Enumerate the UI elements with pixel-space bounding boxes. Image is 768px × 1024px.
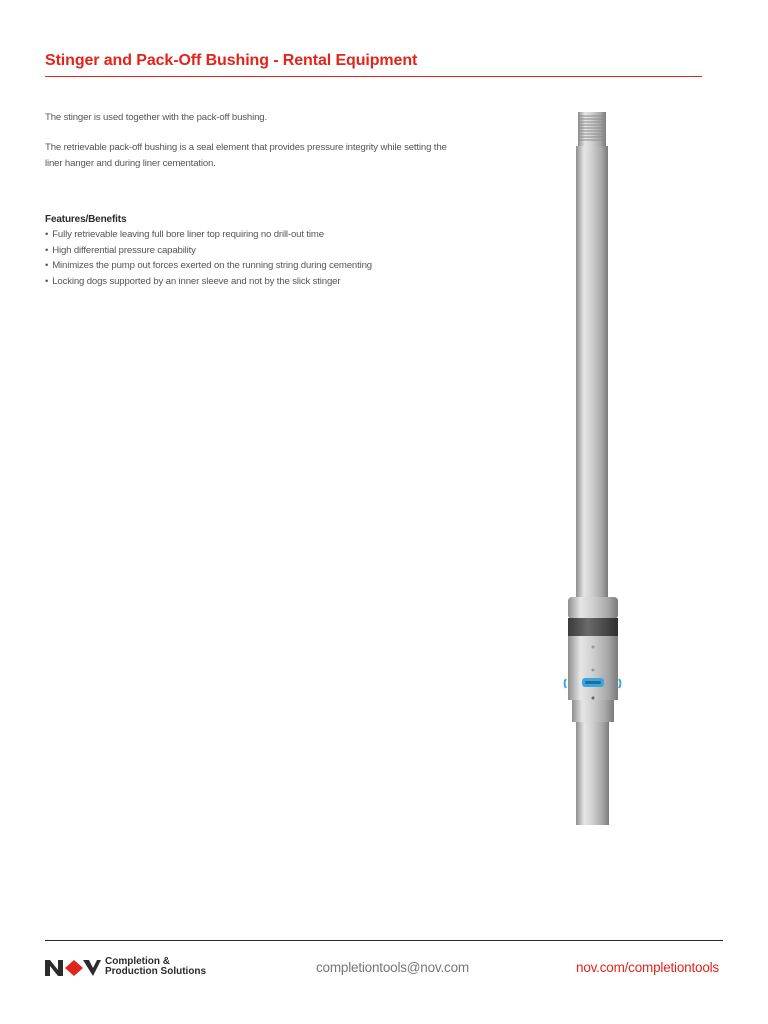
- logo-line-2: Production Solutions: [105, 966, 207, 977]
- feature-item: • Fully retrievable leaving full bore liner top requiring no drill-out time: [45, 227, 505, 243]
- logo-line-1: Completion &: [105, 955, 170, 967]
- nov-logo-icon: [45, 957, 101, 977]
- lower-tube: [576, 722, 609, 825]
- feature-item: • Locking dogs supported by an inner sleeve and not by the slick stinger: [45, 274, 505, 290]
- feature-item: • High differential pressure capability: [45, 243, 505, 259]
- company-logo: [45, 955, 206, 979]
- footer-divider: [45, 940, 723, 941]
- intro-paragraph: The stinger is used together with the pack-off bushing.: [45, 112, 267, 123]
- threaded-top: [578, 112, 606, 148]
- footer-website-link[interactable]: nov.com/completiontools: [576, 960, 719, 975]
- description-paragraph: The retrievable pack-off bushing is a seal element that provides pressure integrity while setting the liner hanger and during liner cementation.: [45, 142, 447, 169]
- features-list: [45, 227, 505, 290]
- bushing-housing: [568, 597, 618, 619]
- seal-band: [568, 618, 618, 636]
- feature-item: • Minimizes the pump out forces exerted on the running string during cementing: [45, 258, 505, 274]
- features-heading: Features/Benefits: [45, 214, 127, 225]
- stinger-body: [576, 146, 608, 598]
- footer-email-link[interactable]: completiontools@nov.com: [316, 960, 469, 975]
- page-title: Stinger and Pack-Off Bushing - Rental Equipment: [45, 52, 418, 69]
- title-divider: [45, 76, 702, 77]
- features-section: [45, 212, 505, 290]
- stinger-tool-illustration: [552, 108, 632, 828]
